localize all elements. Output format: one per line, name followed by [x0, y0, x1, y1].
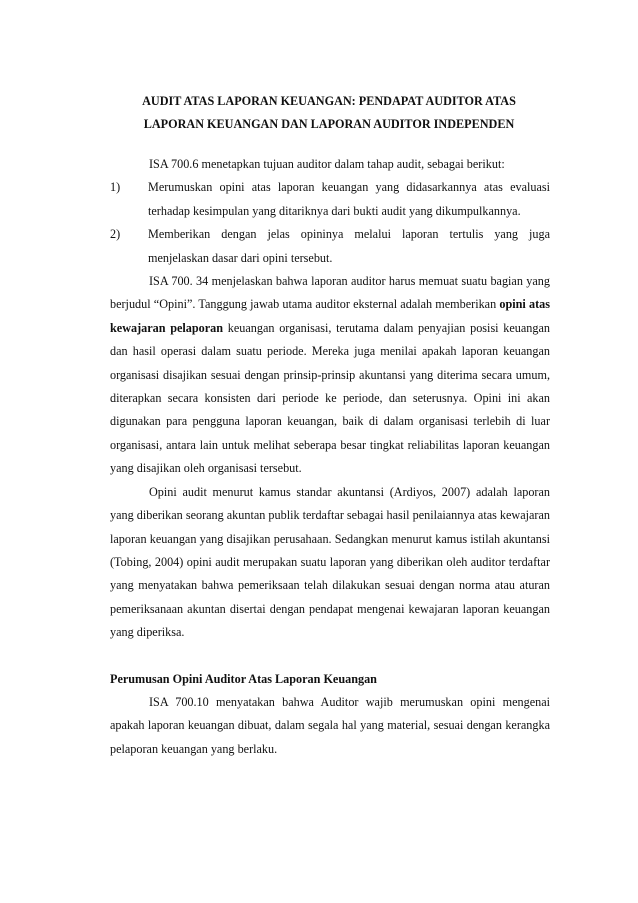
section-heading: Perumusan Opini Auditor Atas Laporan Keuangan: [110, 671, 377, 686]
title-line-1: AUDIT ATAS LAPORAN KEUANGAN: PENDAPAT AUDITOR ATAS: [142, 94, 516, 108]
paragraph-opini: [110, 270, 550, 481]
paragraph-text: ISA 700. 34 menjelaskan bahwa laporan auditor harus memuat suatu bagian yang berjudul “Opini”. Tanggung jawab utama auditor eksternal adalah memberikan: [110, 274, 550, 312]
document-body: [110, 153, 550, 761]
paragraph-isa-700-10: ISA 700.10 menyatakan bahwa Auditor wajib merumuskan opini mengenai apakah laporan keuangan dibuat, dalam segala hal yang material, sesuai dengan kerangka pelaporan keuangan yang berlaku.: [110, 694, 550, 756]
list-number: 2): [110, 227, 121, 242]
bold-phrase: opini atas kewajaran pelaporan: [110, 297, 550, 335]
list-text: Memberikan dengan jelas opininya melalui laporan tertulis yang juga menjelaskan dasar dari opini tersebut.: [148, 227, 550, 265]
title-line-2: LAPORAN KEUANGAN DAN LAPORAN AUDITOR INDEPENDEN: [143, 117, 515, 131]
document-title: [110, 90, 548, 136]
list-item: [110, 223, 550, 270]
list-number: 1): [110, 180, 121, 195]
intro-paragraph: ISA 700.6 menetapkan tujuan auditor dalam tahap audit, sebagai berikut:: [149, 157, 505, 171]
paragraph-text: keuangan organisasi, terutama dalam penyajian posisi keuangan dan hasil operasi dalam suatu periode. Mereka juga menilai apakah laporan keuangan organisasi disajikan sesuai dengan prinsip-prinsip akuntansi yang diterima secara umum, diterapkan secara konsisten dari periode ke periode, dan seterusnya. Opini ini akan digunakan para pengguna laporan keuangan, baik di dalam organisasi terlebih di luar organisasi, antara lain untuk melihat seberapa besar tingkat reliabilitas laporan keuangan yang disajikan oleh organisasi tersebut.: [110, 320, 550, 476]
paragraph-definition: Opini audit menurut kamus standar akuntansi (Ardiyos, 2007) adalah laporan yang diberikan seorang akuntan publik terdaftar sebagai hasil penilaiannya atas kewajaran laporan keuangan yang disajikan perusahaan. Sedangkan menurut kamus istilah akuntansi (Tobing, 2004) opini audit merupakan suatu laporan yang diberikan oleh auditor terdaftar yang menyatakan bahwa pemeriksaan telah dilakukan sesuai dengan norma atau aturan pemeriksanaan akuntan disertai dengan pendapat mengenai kewajaran laporan keuangan yang diperiksa.: [110, 484, 550, 640]
list-text: Merumuskan opini atas laporan keuangan yang didasarkannya atas evaluasi terhadap kesimpulan yang ditariknya dari bukti audit yang dikumpulkannya.: [148, 180, 550, 218]
list-item: [110, 176, 550, 223]
